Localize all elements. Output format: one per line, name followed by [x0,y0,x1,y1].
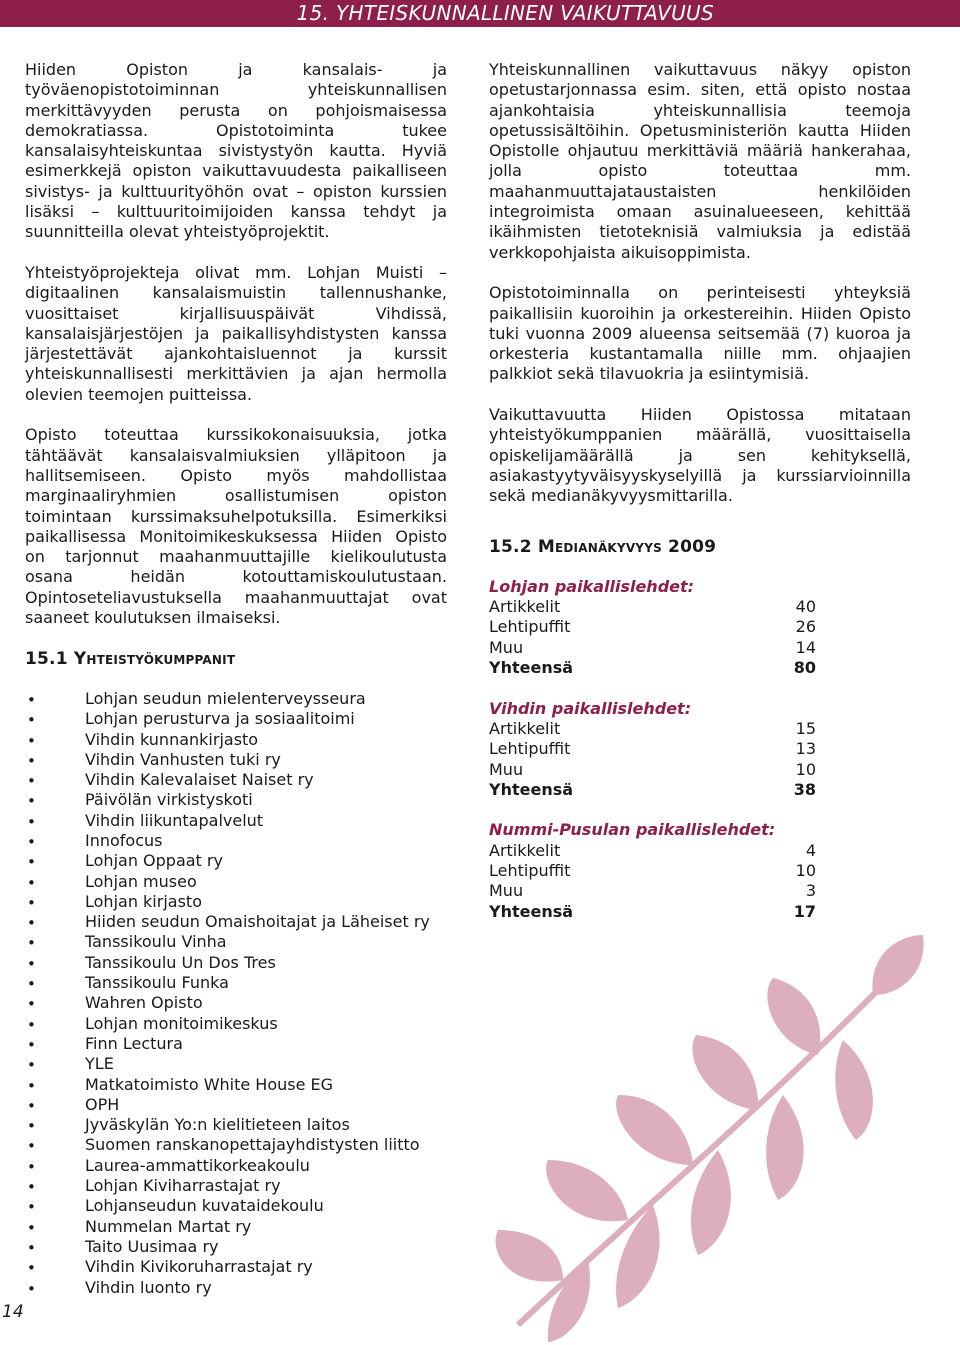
stat-label: Yhteensä [489,779,574,799]
stat-value: 38 [793,779,816,799]
stat-label: Artikkelit [489,840,561,860]
list-item [25,1257,447,1277]
list-item [25,1115,447,1135]
section-title: Yhteistyökumppanit [73,648,236,669]
stat-value: 80 [793,658,816,678]
stat-value: 10 [795,759,816,779]
partner-name: Nummelan Martat ry [85,1216,252,1236]
list-item [25,1095,447,1115]
list-item [25,790,447,810]
stat-value: 40 [795,597,816,617]
bullet-icon: • [27,1117,36,1136]
list-item [25,689,447,709]
partner-list [25,689,447,1298]
partner-name: Lohjan Oppaat ry [85,851,223,871]
partner-name: Suomen ranskanopettajayhdistysten liitto [85,1135,420,1155]
list-item [25,993,447,1013]
stat-row [489,760,816,780]
bullet-icon: • [27,1238,36,1257]
bullet-icon: • [27,1157,36,1176]
stat-value: 17 [793,901,816,921]
partner-name: Jyväskylän Yo:n kielitieteen laitos [85,1115,350,1135]
bullet-icon: • [27,873,36,892]
media-block [489,820,911,921]
bullet-icon: • [27,1259,36,1278]
media-block-title: Nummi-Pusulan paikallislehdet: [489,820,776,840]
stat-row [489,881,816,901]
measurement-paragraph: Vaikuttavuutta Hiiden Opistossa mitataan yhteistyökumppanien määrällä, vuosittaisella opiskelijamäärällä ja sen kehityksellä, asiakastyytyväisyyskyselyillä ja kurssiarvioinnilla sekä medianäkyvyysmittarilla. [489,405,911,506]
left-column [25,60,447,1298]
media-block-title: Lohjan paikallislehdet: [489,576,695,596]
section-number: 15.1 [25,648,68,669]
list-item [25,1217,447,1237]
bullet-icon: • [27,1279,36,1298]
projects-paragraph: Yhteistyöprojekteja olivat mm. Lohjan Muisti –digitaalinen kansalaismuistin tallennushanke, vuosittaiset kirjallisuuspäivät Vihdissä, kansalaisjärjestöjen ja paikallisyhdistysten kanssa järjestettävät ajankohtaisluennot ja kurssit yhteiskunnallisesti merkittävien ja ajan hermolla olevien teemojen puitteissa. [25,262,447,404]
stat-row [489,719,816,739]
bullet-icon: • [27,711,36,730]
list-item [25,1278,447,1298]
list-item [25,1176,447,1196]
section-heading-partners [25,649,447,669]
partner-name: Matkatoimisto White House EG [85,1074,334,1094]
impact-paragraph: Yhteiskunnallinen vaikuttavuus näkyy opiston opetustarjonnassa esim. siten, että opisto nostaa ajankohtaisia yhteiskunnallisia teemoja opetussisältöihin. Opetusministeriön kautta Hiiden Opistolle ohjautuu merkittäviä määriä hankerahaa, jolla opisto toteuttaa mm. maahanmuuttajataustaisten henkilöiden integroimista omaan asuinalueeseen, kehittää ikäihmisten tietoteknisiä valmiuksia ja edistää verkkopohjaista aikuisoppimista. [489,60,911,262]
list-item [25,932,447,952]
stat-total-row [489,902,816,922]
list-item [25,831,447,851]
stat-label: Muu [489,881,524,901]
stat-row [489,617,816,637]
stat-label: Lehtipuffit [489,617,571,637]
list-item [25,709,447,729]
bullet-icon: • [27,1056,36,1075]
choirs-paragraph: Opistotoiminnalla on perinteisesti yhteyksiä paikallisiin kuoroihin ja orkestereihin. Hiiden Opisto tuki vuonna 2009 alueensa seitsemää (7) kuoroa ja orkesteria kustantamalla niille mm. ohjaajien palkkiot sekä tilavuokria ja esiintymisiä. [489,283,911,384]
page-number: 14 [2,1302,24,1322]
bullet-icon: • [27,832,36,851]
list-item [25,973,447,993]
partner-name: Laurea-ammattikorkeakoulu [85,1155,310,1175]
stat-total-row [489,658,816,678]
stat-row [489,638,816,658]
bullet-icon: • [27,954,36,973]
bullet-icon: • [27,1096,36,1115]
bullet-icon: • [27,934,36,953]
stat-value: 14 [795,637,816,657]
list-item [25,872,447,892]
bullet-icon: • [27,1137,36,1156]
stat-label: Lehtipuffit [489,860,571,880]
bullet-icon: • [27,1015,36,1034]
section-heading-media [489,537,911,557]
partner-name: Vihdin Vanhusten tuki ry [85,749,281,769]
stat-total-row [489,780,816,800]
partner-name: Vihdin Kivikoruharrastajat ry [85,1257,313,1277]
partner-name: Vihdin Kalevalaiset Naiset ry [85,770,314,790]
stat-value: 4 [805,840,816,860]
section-number: 15.2 [489,536,532,557]
stat-label: Yhteensä [489,901,574,921]
bullet-icon: • [27,1198,36,1217]
list-item [25,750,447,770]
list-item [25,811,447,831]
page-title: 15. YHTEISKUNNALLINEN VAIKUTTAVUUS [296,1,714,25]
partner-name: Lohjan perusturva ja sosiaalitoimi [85,709,355,729]
media-block [489,699,911,800]
bullet-icon: • [27,772,36,791]
partner-name: Lohjan museo [85,871,197,891]
rowan-leaf-illustration [478,930,948,1345]
stat-label: Muu [489,637,524,657]
stat-value: 26 [795,617,816,637]
partner-name: Lohjan monitoimikeskus [85,1013,278,1033]
list-item [25,953,447,973]
stat-row [489,861,816,881]
list-item [25,1135,447,1155]
bullet-icon: • [27,731,36,750]
partner-name: Lohjan seudun mielenterveysseura [85,688,366,708]
partner-name: Päivölän virkistyskoti [85,790,253,810]
bullet-icon: • [27,995,36,1014]
bullet-icon: • [27,1076,36,1095]
partner-name: Taito Uusimaa ry [85,1236,219,1256]
bullet-icon: • [27,914,36,933]
bullet-icon: • [27,751,36,770]
partner-name: Vihdin luonto ry [85,1277,212,1297]
partner-name: Tanssikoulu Vinha [85,932,227,952]
bullet-icon: • [27,1178,36,1197]
list-item [25,892,447,912]
list-item [25,1014,447,1034]
list-item [25,1075,447,1095]
list-item [25,1196,447,1216]
partner-name: Hiiden seudun Omaishoitajat ja Läheiset ry [85,912,430,932]
stat-label: Lehtipuffit [489,739,571,759]
list-item [25,1237,447,1257]
stat-row [489,597,816,617]
stat-label: Muu [489,759,524,779]
list-item [25,770,447,790]
list-item [25,1156,447,1176]
bullet-icon: • [27,792,36,811]
intro-paragraph: Hiiden Opiston ja kansalais- ja työväenopistotoiminnan yhteiskunnallisen merkittävyyden perusta on pohjoismaisessa demokratiassa. Opistotoiminta tukee kansalaisyhteiskuntaa sivistystyön kautta. Hyviä esimerkkejä opiston vaikuttavuudesta paikalliseen sivistys- ja kulttuurityöhön ovat – opiston kurssien lisäksi – kulttuuritoimijoiden kanssa tehdyt ja suunnitteilla olevat yhteistyöprojektit. [25,60,447,242]
stat-label: Artikkelit [489,718,561,738]
bullet-icon: • [27,853,36,872]
right-column [489,60,911,942]
bullet-icon: • [27,690,36,709]
bullet-icon: • [27,1035,36,1054]
partner-name: Finn Lectura [85,1033,183,1053]
partner-name: Vihdin kunnankirjasto [85,729,259,749]
partner-name: Tanssikoulu Un Dos Tres [85,952,276,972]
stat-row [489,739,816,759]
stat-row [489,841,816,861]
list-item [25,851,447,871]
bullet-icon: • [27,812,36,831]
stat-value: 13 [795,739,816,759]
media-block [489,577,911,678]
partner-name: Lohjanseudun kuvataidekoulu [85,1196,324,1216]
stat-label: Artikkelit [489,597,561,617]
media-block-title: Vihdin paikallislehdet: [489,698,692,718]
partner-name: OPH [85,1094,120,1114]
partner-name: Innofocus [85,830,163,850]
partner-name: Lohjan kirjasto [85,891,202,911]
section-title: Medianäkyvyys 2009 [537,536,717,557]
stat-value: 10 [795,860,816,880]
list-item [25,912,447,932]
media-statistics [489,577,911,922]
stat-label: Yhteensä [489,658,574,678]
list-item [25,1054,447,1074]
list-item [25,1034,447,1054]
partner-name: Wahren Opisto [85,993,203,1013]
header-bar [0,0,960,27]
bullet-icon: • [27,975,36,994]
bullet-icon: • [27,1218,36,1237]
stat-value: 3 [805,881,816,901]
partner-name: Lohjan Kiviharrastajat ry [85,1176,281,1196]
list-item [25,730,447,750]
partner-name: Vihdin liikuntapalvelut [85,810,264,830]
courses-paragraph: Opisto toteuttaa kurssikokonaisuuksia, jotka tähtäävät kansalaisvalmiuksien ylläpitoon ja hallitsemiseen. Opisto myös mahdollistaa marginaaliryhmien osallistumisen opiston toimintaan kurssimaksuhelpotuksilla. Esimerkiksi paikallisessa Monitoimikeskuksessa Hiiden Opisto on tarjonnut maahanmuuttajille kielikoulutusta osana heidän kotouttamiskoulutustaan. Opintoseteliavustuksella maahanmuuttajat ovat saaneet koulutuksen ilmaiseksi. [25,425,447,628]
partner-name: YLE [85,1054,114,1074]
partner-name: Tanssikoulu Funka [85,973,229,993]
stat-value: 15 [795,718,816,738]
bullet-icon: • [27,893,36,912]
